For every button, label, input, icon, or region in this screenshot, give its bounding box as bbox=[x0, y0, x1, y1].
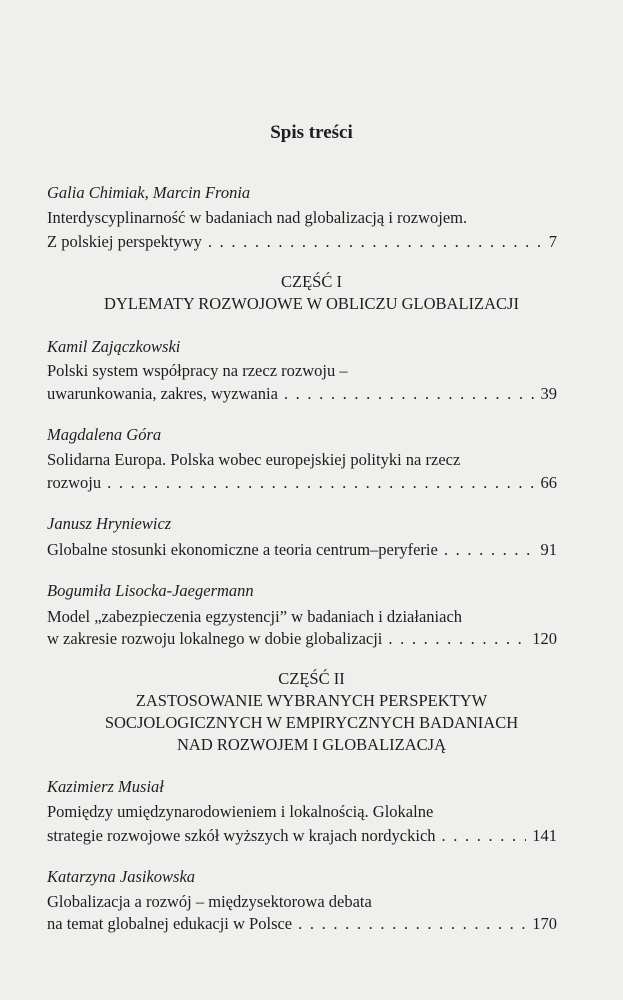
page-number: 91 bbox=[540, 540, 557, 559]
part-label: CZĘŚĆ II bbox=[278, 669, 345, 688]
entry-last-line bbox=[47, 232, 557, 252]
leader-dots bbox=[208, 232, 543, 252]
part-heading: SOCJOLOGICZNYCH W EMPIRYCZNYCH BADANIACH bbox=[104, 713, 519, 732]
leader-dots bbox=[298, 914, 526, 934]
entry-title-line: uwarunkowania, zakres, wyzwania bbox=[47, 384, 278, 403]
leader-dots bbox=[388, 629, 526, 649]
entry-last-line bbox=[47, 384, 557, 404]
entry-title-line: Z polskiej perspektywy bbox=[47, 232, 202, 251]
toc-title: Spis treści bbox=[270, 122, 353, 143]
entry-title-line: rozwoju bbox=[47, 473, 102, 492]
leader-dots bbox=[107, 473, 534, 493]
part-heading: NAD ROZWOJEM I GLOBALIZACJĄ bbox=[176, 735, 447, 754]
page-number: 170 bbox=[532, 914, 557, 933]
entry-author: Magdalena Góra bbox=[47, 425, 162, 444]
page-number: 39 bbox=[540, 384, 557, 403]
entry-title-line: Model „zabezpieczenia egzystencji” w badaniach i działaniach bbox=[47, 607, 463, 626]
entry-author: Katarzyna Jasikowska bbox=[47, 867, 196, 886]
leader-dots bbox=[284, 384, 535, 404]
leader-dots bbox=[444, 540, 535, 560]
entry-last-line bbox=[47, 629, 557, 649]
entry-title-line: Pomiędzy umiędzynarodowieniem i lokalnością. Glokalne bbox=[47, 802, 434, 821]
entry-last-line bbox=[47, 540, 557, 560]
entry-title-line: Interdyscyplinarność w badaniach nad globalizacją i rozwojem. bbox=[47, 208, 468, 227]
part-label: CZĘŚĆ I bbox=[281, 272, 342, 291]
entry-title-line: Solidarna Europa. Polska wobec europejskiej polityki na rzecz bbox=[47, 450, 461, 469]
entry-last-line bbox=[47, 914, 557, 934]
entry-title-line: w zakresie rozwoju lokalnego w dobie globalizacji bbox=[47, 629, 383, 648]
page-number: 66 bbox=[540, 473, 557, 492]
entry-author: Galia Chimiak, Marcin Fronia bbox=[47, 183, 251, 202]
leader-dots bbox=[442, 826, 527, 846]
entry-author: Bogumiła Lisocka-Jaegermann bbox=[47, 581, 254, 600]
entry-author: Kazimierz Musiał bbox=[47, 777, 164, 796]
page-number: 141 bbox=[532, 826, 557, 845]
part-heading: ZASTOSOWANIE WYBRANYCH PERSPEKTYW bbox=[135, 691, 488, 710]
page-number: 120 bbox=[532, 629, 557, 648]
entry-title-line: Globalizacja a rozwój – międzysektorowa debata bbox=[47, 892, 372, 911]
entry-title-line: na temat globalnej edukacji w Polsce bbox=[47, 914, 293, 933]
page-number: 7 bbox=[548, 232, 557, 251]
entry-author: Janusz Hryniewicz bbox=[47, 514, 172, 533]
part-heading: DYLEMATY ROZWOJOWE W OBLICZU GLOBALIZACJI bbox=[104, 294, 519, 313]
entry-author: Kamil Zajączkowski bbox=[47, 337, 181, 356]
entry-last-line bbox=[47, 826, 557, 846]
entry-last-line bbox=[47, 473, 557, 493]
entry-title-line: strategie rozwojowe szkół wyższych w krajach nordyckich bbox=[47, 826, 436, 845]
entry-title-line: Globalne stosunki ekonomiczne a teoria centrum–peryferie bbox=[47, 540, 438, 559]
entry-title-line: Polski system współpracy na rzecz rozwoju – bbox=[47, 361, 348, 380]
